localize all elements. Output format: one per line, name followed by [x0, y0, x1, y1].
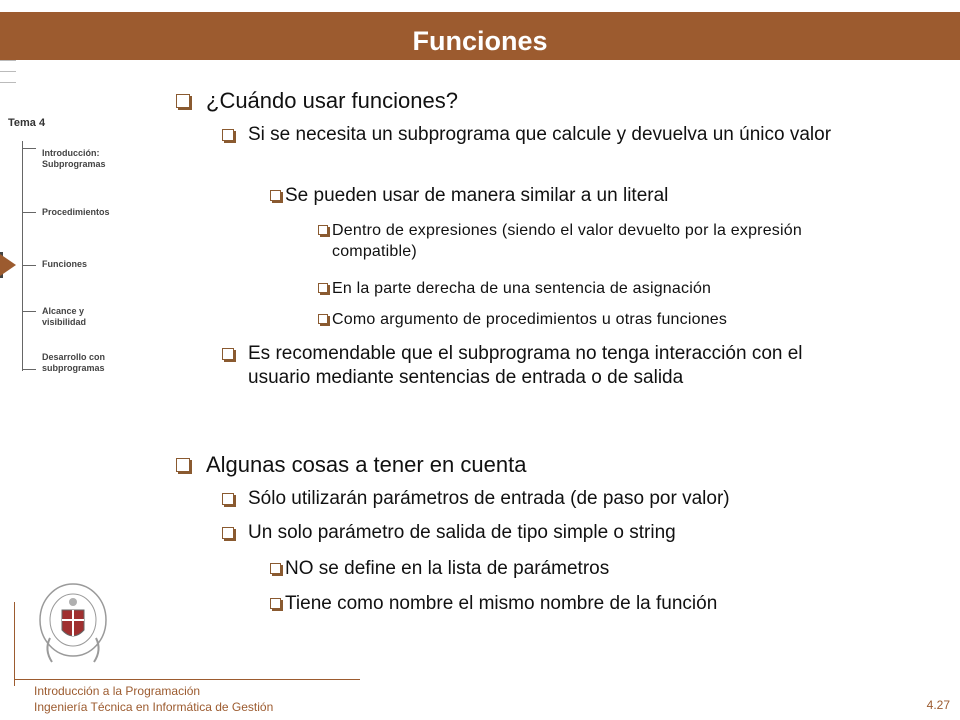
bullet-text: Se pueden usar de manera similar a un literal: [285, 185, 669, 206]
nav-vertical-line: [22, 141, 23, 371]
bullet-text: Si se necesita un subprograma que calcule y devuelva un único valor: [248, 124, 832, 145]
bullet-text: Tiene como nombre el mismo nombre de la función: [285, 593, 718, 614]
nav-item-alcance[interactable]: [42, 306, 86, 328]
bullet-l3: [270, 184, 860, 208]
tema-label: Tema 4: [8, 117, 46, 129]
checkbox-bullet-icon: [318, 283, 328, 293]
checkbox-bullet-icon: [222, 527, 234, 539]
nav-item-label: Funciones: [42, 259, 88, 269]
page-number: 4.27: [926, 698, 950, 712]
bullet-text: ¿Cuándo usar funciones?: [206, 88, 458, 113]
nav-item-label: Desarrollo con: [42, 352, 106, 362]
bullet-l4: [318, 220, 863, 262]
checkbox-bullet-icon: [222, 348, 234, 360]
bullet-l2: [222, 487, 882, 511]
bullet-l1: [176, 452, 876, 478]
bullet-text: Algunas cosas a tener en cuenta: [206, 452, 527, 477]
nav-item-label: Subprogramas: [42, 159, 106, 169]
bullet-l3: [270, 557, 870, 581]
footer-text: [34, 683, 273, 715]
slide-title: Funciones: [412, 26, 548, 56]
bullet-text: Sólo utilizarán parámetros de entrada (de paso por valor): [248, 488, 730, 509]
bullet-l2: [222, 521, 882, 545]
nav-item-desarrollo[interactable]: [42, 352, 105, 374]
bullet-l2: [222, 342, 862, 390]
bullet-l4: [318, 278, 863, 299]
nav-tick: [22, 311, 36, 312]
checkbox-bullet-icon: [270, 598, 281, 609]
nav-tick: [22, 369, 36, 370]
checkbox-bullet-icon: [270, 190, 281, 201]
bullet-text: NO se define en la lista de parámetros: [285, 558, 610, 579]
bullet-text: Es recomendable que el subprograma no tenga interacción con el usuario mediante sentencias de entrada o de salida: [248, 343, 803, 388]
checkbox-bullet-icon: [176, 94, 190, 108]
bullet-text: Como argumento de procedimientos u otras funciones: [332, 311, 728, 328]
nav-item-funciones[interactable]: [42, 259, 87, 270]
checkbox-bullet-icon: [318, 314, 328, 324]
nav-item-label: Procedimientos: [42, 207, 110, 217]
checkbox-bullet-icon: [176, 458, 190, 472]
nav-item-label: subprogramas: [42, 363, 105, 373]
checkbox-bullet-icon: [222, 493, 234, 505]
bullet-text: En la parte derecha de una sentencia de asignación: [332, 280, 712, 297]
nav-item-label: Alcance y: [42, 306, 85, 316]
footer-degree: Ingeniería Técnica en Informática de Gestión: [34, 700, 274, 714]
current-section-arrow-icon: [0, 254, 16, 276]
nav-item-label: visibilidad: [42, 317, 87, 327]
footer-course: Introducción a la Programación: [34, 684, 201, 698]
bullet-l1: [176, 88, 876, 114]
bullet-l2: [222, 123, 862, 147]
footer-vertical-rule: [14, 602, 15, 686]
nav-tick: [22, 148, 36, 149]
bullet-l3: [270, 592, 870, 616]
nav-item-procedimientos[interactable]: [42, 207, 110, 218]
bullet-text: Un solo parámetro de salida de tipo simple o string: [248, 522, 676, 543]
nav-item-label: Introducción:: [42, 148, 100, 158]
bullet-l4: [318, 309, 863, 330]
nav-tick: [22, 212, 36, 213]
checkbox-bullet-icon: [222, 129, 234, 141]
university-seal-icon: [38, 580, 108, 670]
nav-item-introduccion[interactable]: [42, 148, 106, 170]
checkbox-bullet-icon: [270, 563, 281, 574]
bullet-text: Dentro de expresiones (siendo el valor devuelto por la expresión compatible): [332, 222, 802, 260]
checkbox-bullet-icon: [318, 225, 328, 235]
footer-horizontal-rule: [14, 679, 360, 680]
nav-tick: [22, 265, 36, 266]
